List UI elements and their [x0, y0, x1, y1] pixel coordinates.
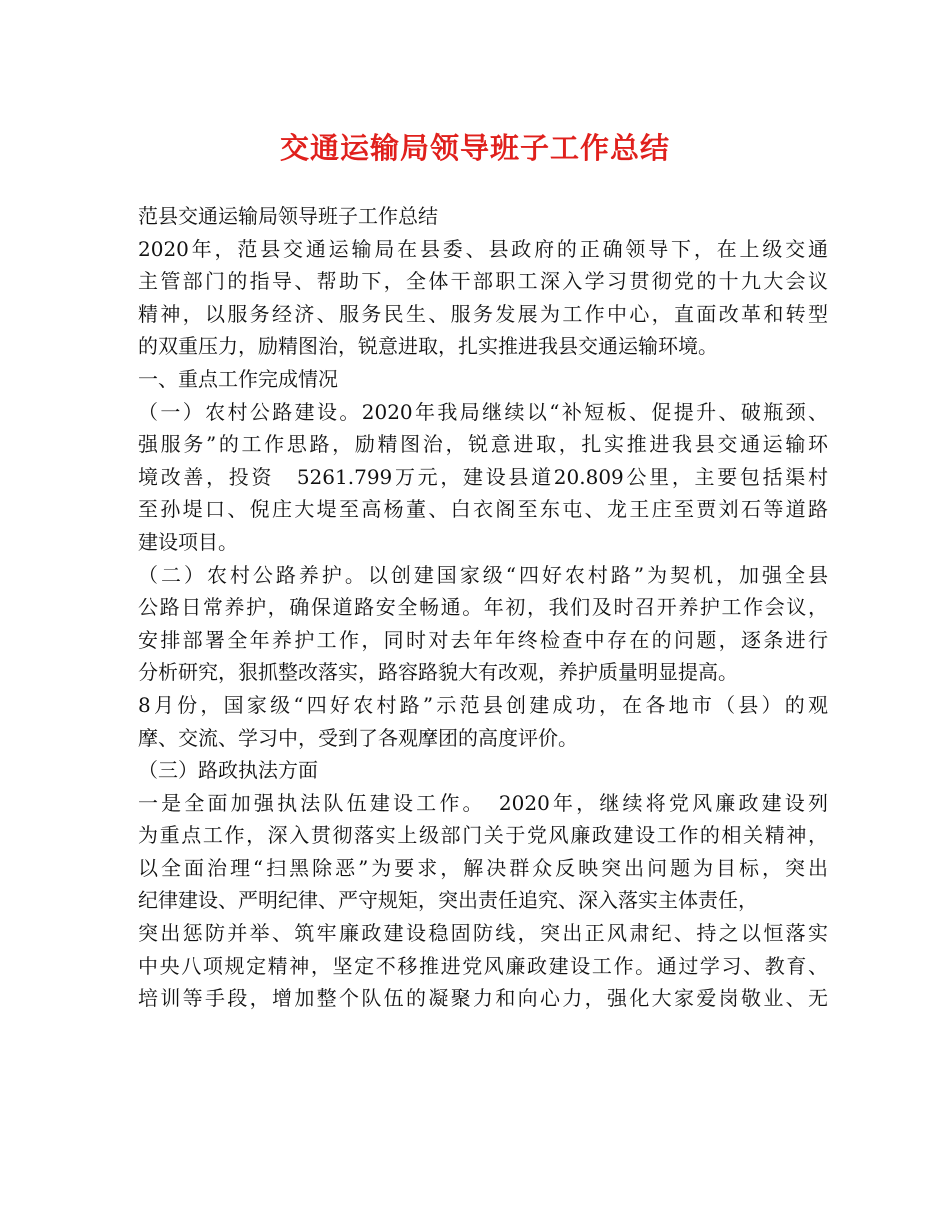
body-line: 的双重压力，励精图治，锐意进取，扎实推进我县交通运输环境。 [138, 334, 718, 359]
document-body [138, 200, 828, 1015]
body-line: 境改善，投资 5261.799万元，建设县道20.809公里，主要包括渠村 [138, 464, 828, 489]
body-line: 精神，以服务经济、服务民生、服务发展为工作中心，直面改革和转型 [138, 301, 828, 326]
body-line: 建设项目。 [138, 529, 238, 554]
body-line: 8月份，国家级“四好农村路”示范县创建成功，在各地市（县）的观 [138, 692, 828, 717]
body-line: 培训等手段，增加整个队伍的凝聚力和向心力，强化大家爱岗敬业、无 [138, 986, 828, 1011]
body-line: 公路日常养护，确保道路安全畅通。年初，我们及时召开养护工作会议， [138, 595, 828, 620]
body-line: 一、重点工作完成情况 [138, 366, 338, 391]
body-line: （一）农村公路建设。2020年我局继续以“补短板、促提升、破瓶颈、 [138, 399, 828, 424]
body-line: 至孙堤口、倪庄大堤至高杨董、白衣阁至东屯、龙王庄至贾刘石等道路 [138, 497, 828, 522]
body-line: 一是全面加强执法队伍建设工作。 2020年，继续将党风廉政建设列 [138, 790, 828, 815]
body-line: （二）农村公路养护。以创建国家级“四好农村路”为契机，加强全县 [138, 562, 828, 587]
body-line: 为重点工作，深入贯彻落实上级部门关于党风廉政建设工作的相关精神， [138, 823, 828, 848]
body-line: 以全面治理“扫黑除恶”为要求，解决群众反映突出问题为目标，突出 [138, 855, 828, 880]
body-line: 主管部门的指导、帮助下，全体干部职工深入学习贯彻党的十九大会议 [138, 269, 828, 294]
body-line: 摩、交流、学习中，受到了各观摩团的高度评价。 [138, 725, 578, 750]
body-line: （三）路政执法方面 [138, 758, 318, 783]
body-line: 分析研究，狠抓整改落实，路容路貌大有改观，养护质量明显提高。 [138, 660, 738, 685]
body-line: 突出惩防并举、筑牢廉政建设稳固防线，突出正风肃纪、持之以恒落实 [138, 921, 828, 946]
body-line: 安排部署全年养护工作，同时对去年年终检查中存在的问题，逐条进行 [138, 627, 828, 652]
body-line: 强服务”的工作思路，励精图治，锐意进取，扎实推进我县交通运输环 [138, 432, 828, 457]
document-title: 交通运输局领导班子工作总结 [279, 131, 670, 165]
body-line: 2020年，范县交通运输局在县委、县政府的正确领导下，在上级交通 [138, 236, 828, 261]
body-line: 纪律建设、严明纪律、严守规矩，突出责任追究、深入落实主体责任， [138, 888, 758, 913]
body-line: 中央八项规定精神，坚定不移推进党风廉政建设工作。通过学习、教育、 [138, 953, 828, 978]
body-line: 范县交通运输局领导班子工作总结 [138, 204, 438, 228]
